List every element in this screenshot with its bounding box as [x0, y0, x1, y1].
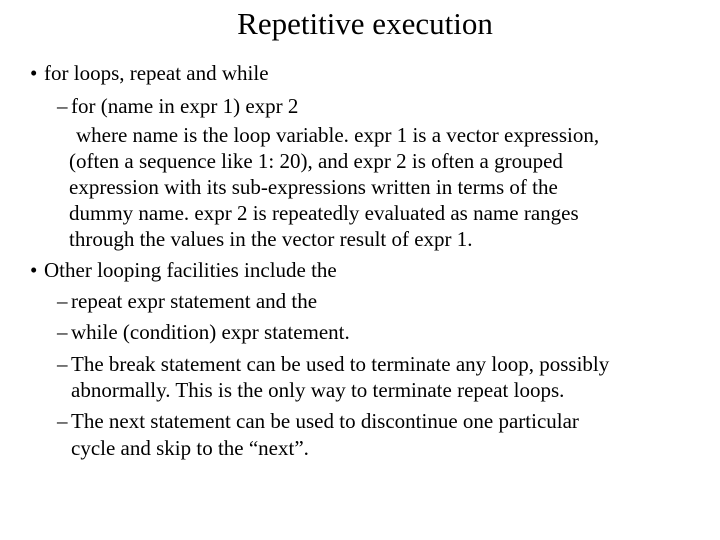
sub-item-text: The next statement can be used to discontinue one particular	[71, 409, 579, 433]
continuation-line: (often a sequence like 1: 20), and expr 2 is often a grouped	[69, 149, 563, 173]
slide-title: Repetitive execution	[237, 6, 493, 41]
sub-item	[57, 351, 609, 377]
sub-item-text: repeat expr statement and the	[71, 289, 318, 313]
sub-item-text: while (condition) expr statement.	[71, 320, 350, 344]
sub-item	[57, 288, 317, 314]
sub-item-text: for (name in expr 1) expr 2	[71, 94, 299, 118]
sub-item	[57, 93, 298, 119]
continuation-line: dummy name. expr 2 is repeatedly evaluated as name ranges	[69, 201, 579, 225]
bullet-item	[30, 257, 337, 283]
dash-marker: –	[57, 352, 68, 376]
bullet-text: for loops, repeat and while	[44, 61, 269, 85]
continuation-line: abnormally. This is the only way to terminate repeat loops.	[71, 378, 565, 402]
sub-item	[57, 319, 350, 345]
continuation-line: through the values in the vector result of expr 1.	[69, 227, 473, 251]
continuation-line: expression with its sub-expressions written in terms of the	[69, 175, 558, 199]
bullet-marker: •	[30, 61, 38, 85]
dash-marker: –	[57, 94, 68, 118]
continuation-line: cycle and skip to the “next”.	[71, 436, 309, 460]
bullet-marker: •	[30, 258, 38, 282]
sub-item	[57, 408, 579, 434]
dash-marker: –	[57, 289, 68, 313]
dash-marker: –	[57, 320, 68, 344]
bullet-item	[30, 60, 269, 86]
dash-marker: –	[57, 409, 68, 433]
sub-item-text: The break statement can be used to terminate any loop, possibly	[71, 352, 610, 376]
continuation-line: where name is the loop variable. expr 1 is a vector expression,	[76, 123, 600, 147]
bullet-text: Other looping facilities include the	[44, 258, 337, 282]
